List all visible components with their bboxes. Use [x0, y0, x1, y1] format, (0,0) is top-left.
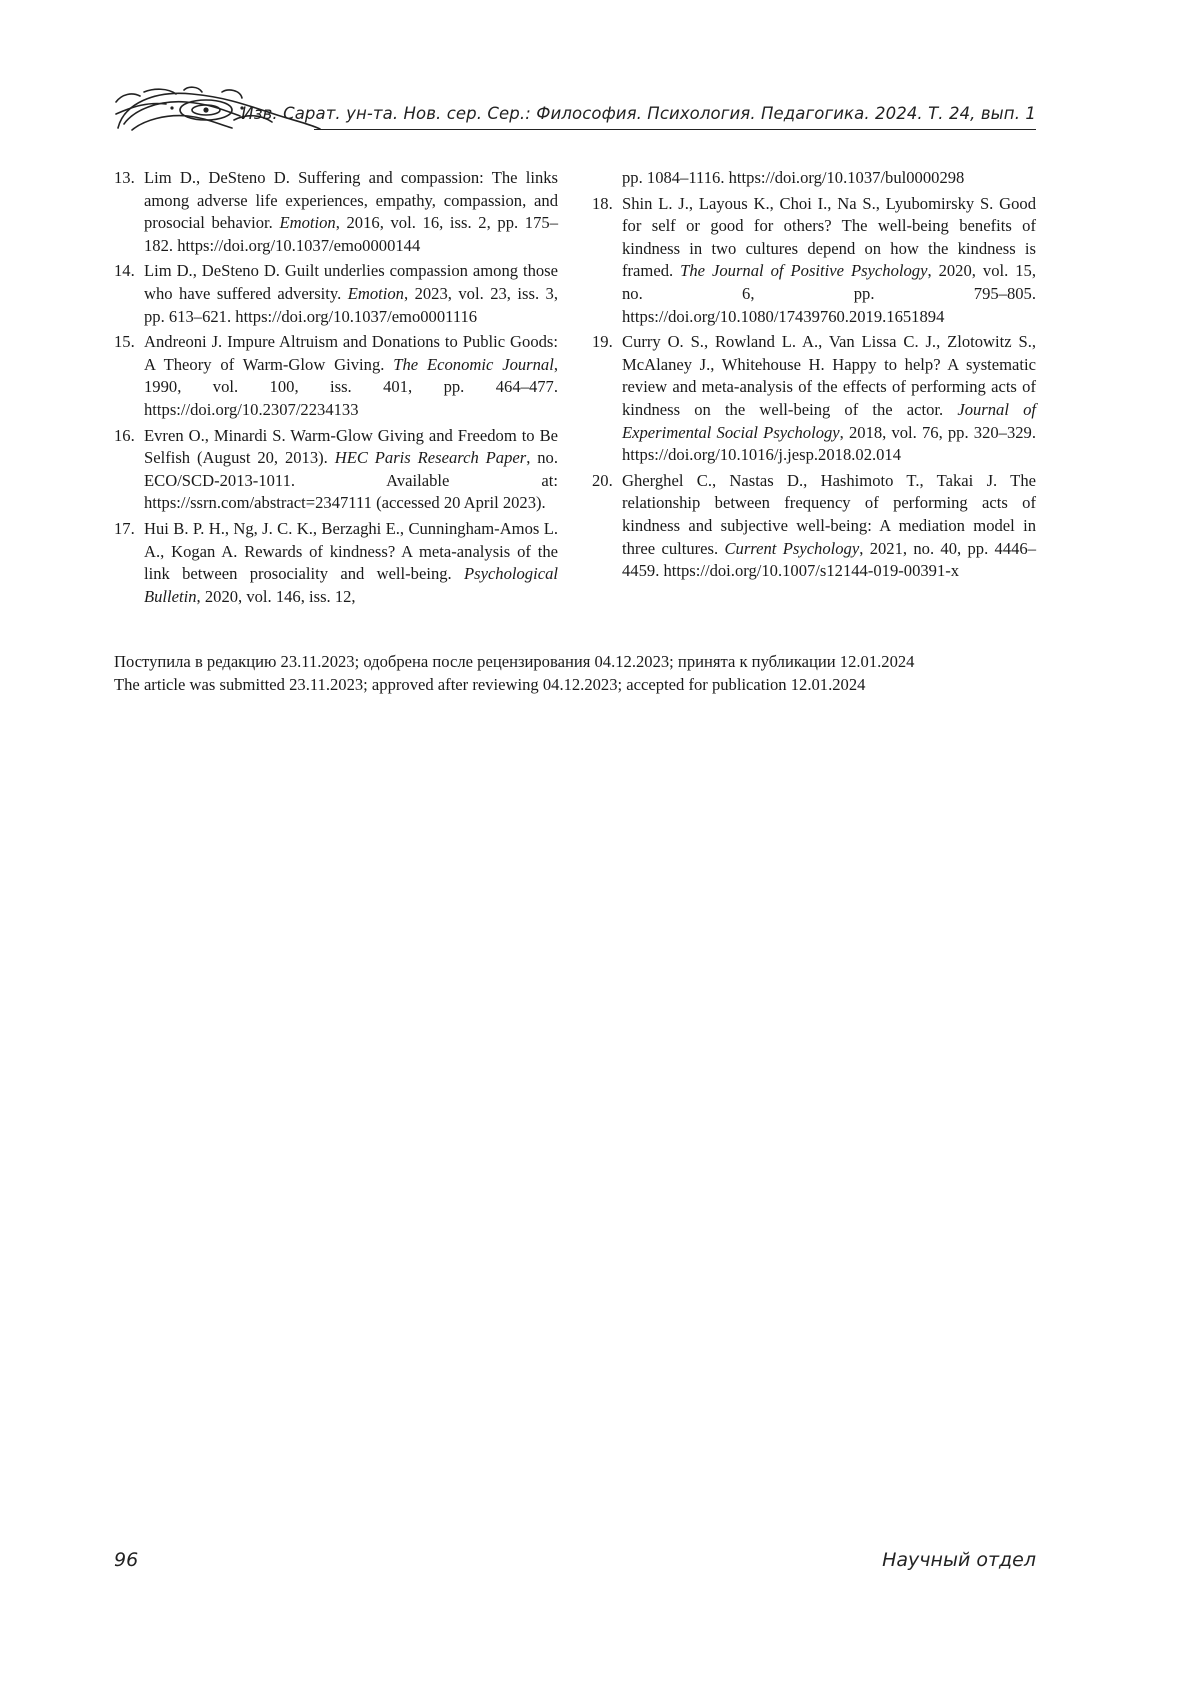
reference-text: Lim D., DeSteno D. Suffering and compassion: The links among adverse life experiences, empathy, compassion, and prosocial behavior. [144, 168, 558, 233]
submission-note-ru: Поступила в редакцию 23.11.2023; одобрена после рецензирования 04.12.2023; принята к публикации 12.01.2024 [114, 652, 915, 671]
journal-title: Изв. Сарат. ун-та. Нов. сер. Сер.: Философия. Психология. Педагогика. 2024. Т. 24, вып. 1 [241, 104, 1036, 123]
reference-text: Hui B. P. H., Ng, J. C. K., Berzaghi E., Cunningham-Amos L. A., Kogan A. Rewards of kindness? A meta-analysis of the link between prosociality and well-being. [144, 518, 558, 584]
reference-journal: Current Psychology [724, 538, 860, 558]
reference-journal: Journal of Experimental Social Psychology [622, 399, 1036, 442]
reference-journal: Emotion [347, 283, 404, 303]
reference-number: 16. [114, 425, 135, 445]
reference-item [114, 167, 558, 257]
reference-details: , 2023, vol. 23, iss. 3, pp. 613–621. https://doi.org/10.1037/emo0001116 [144, 283, 558, 326]
submission-notes [114, 651, 1044, 696]
reference-text: Curry O. S., Rowland L. A., Van Lissa C. J., Zlotowitz S., McAlaney J., Whitehouse H. Happy to help? A systematic review and meta-analysis of the effects of performing acts of kindness on the well-being of the actor. [622, 332, 1036, 419]
running-header [114, 84, 1036, 132]
reference-number: 19. [592, 332, 613, 352]
reference-journal: The Journal of Positive Psychology [680, 261, 928, 281]
submission-note-en: The article was submitted 23.11.2023; approved after reviewing 04.12.2023; accepted for publication 12.01.2024 [114, 674, 866, 694]
reference-text: Lim D., DeSteno D. Guilt underlies compassion among those who have suffered adversity. [144, 261, 558, 303]
reference-journal: HEC Paris Research Paper [334, 448, 527, 468]
reference-number: 15. [114, 332, 135, 352]
reference-number: 17. [114, 518, 135, 538]
reference-text: Evren O., Minardi S. Warm-Glow Giving and Freedom to Be Selfish (August 20, 2013). [144, 425, 558, 468]
reference-item [114, 518, 558, 608]
reference-number: 20. [592, 470, 613, 490]
reference-item [114, 331, 558, 421]
reference-details: , 2018, vol. 76, pp. 320–329. https://doi.org/10.1016/j.jesp.2018.02.014 [622, 422, 1036, 465]
reference-number: 18. [592, 193, 613, 213]
reference-details: , 2016, vol. 16, iss. 2, pp. 175–182. https://doi.org/10.1037/emo0000144 [144, 213, 558, 255]
section-name: Научный отдел [882, 1549, 1036, 1571]
reference-item [592, 470, 1036, 583]
reference-number: 13. [114, 168, 135, 187]
reference-journal: The Economic Journal [393, 354, 554, 374]
reference-item [114, 425, 558, 515]
reference-item [592, 193, 1036, 329]
reference-text: Andreoni J. Impure Altruism and Donations to Public Goods: A Theory of Warm-Glow Giving. [144, 332, 558, 374]
reference-details: , no. ECO/SCD-2013-1011. Available at: https://ssrn.com/abstract=2347111 (accessed 20 April 2023). [144, 448, 558, 513]
header-rule [314, 129, 1036, 130]
reference-details: , 2020, vol. 15, no. 6, pp. 795–805. https://doi.org/10.1080/17439760.2019.1651894 [622, 261, 1036, 326]
references-right-column [592, 167, 1036, 586]
reference-continuation: pp. 1084–1116. https://doi.org/10.1037/bul0000298 [622, 168, 965, 187]
reference-item [114, 260, 558, 328]
reference-text: Gherghel C., Nastas D., Hashimoto T., Takai J. The relationship between frequency of performing acts of kindness and subjective well-being: A mediation model in three cultures. [622, 470, 1036, 558]
reference-item [592, 331, 1036, 467]
reference-number: 14. [114, 261, 135, 281]
reference-journal: Emotion [279, 213, 336, 233]
reference-journal: Psychological Bulletin [144, 564, 558, 606]
reference-details: , 2020, vol. 146, iss. 12, [196, 586, 356, 606]
page-number: 96 [114, 1549, 139, 1571]
reference-details: , 2021, no. 40, pp. 4446–4459. https://doi.org/10.1007/s12144-019-00391-x [622, 538, 1037, 581]
reference-text: Shin L. J., Layous K., Choi I., Na S., Lyubomirsky S. Good for self or good for others? The well-being benefits of kindness in two cultures depend on how the kindness is framed. [622, 193, 1036, 281]
reference-details: , 1990, vol. 100, iss. 401, pp. 464–477. https://doi.org/10.2307/2234133 [144, 354, 558, 419]
references-left-column [114, 167, 558, 611]
